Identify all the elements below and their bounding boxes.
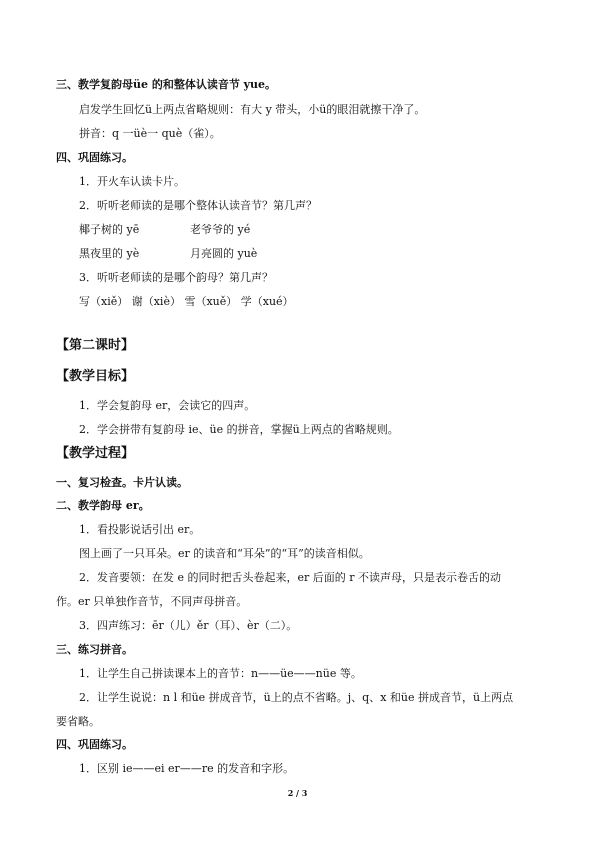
- pinyin-practice-line: 2．让学生说说：n l 和üe 拼成音节，ü上的点不省略。j、q、x 和üe 拼成音节，ü上两点: [79, 691, 514, 704]
- example-pair-right: 月亮圆的 yuè: [190, 247, 258, 260]
- section-heading-teach-ue: 三、教学复韵母üe 的和整体认读音节 yue。: [56, 78, 277, 91]
- process-heading: 【教学过程】: [56, 446, 135, 461]
- pinyin-practice-line: 要省略。: [56, 715, 100, 728]
- practice-examples: 写（xiě） 谢（xiè） 雪（xuě） 学（xué）: [79, 295, 294, 308]
- page-number: 2 / 3: [287, 788, 308, 798]
- lesson-two-heading: 【第二课时】: [56, 338, 135, 353]
- teach-er-line: 2．发音要领：在发 e 的同时把舌头卷起来，er 后面的 r 不读声母，只是表示卷舌的动: [79, 571, 502, 584]
- goal-item: 2．学会拼带有复韵母 ie、üe 的拼音，掌握ü上两点的省略规则。: [79, 423, 399, 436]
- practice-item-2: 2．听听老师读的是哪个整体认读音节？第几声？: [79, 199, 317, 212]
- pinyin-practice-line: 1．让学生自己拼读课本上的音节：n——üe——nüe 等。: [79, 667, 362, 680]
- teach-er-line: 图上画了一只耳朵。er 的读音和“耳朵”的“耳”的读音相似。: [79, 547, 370, 560]
- practice-item-3: 3．听听老师读的是哪个韵母？第几声？: [79, 271, 273, 284]
- consolidate-line: 1．区别 ie——ei er——re 的发音和字形。: [79, 762, 295, 775]
- process-section-teach-er: 二、教学韵母 er。: [56, 499, 150, 512]
- example-pair-left: 黑夜里的 yè: [79, 247, 140, 260]
- teach-er-line: 3．四声练习：ēr（儿）ěr（耳）、èr（二）。: [79, 619, 298, 632]
- process-section-consolidate: 四、巩固练习。: [56, 738, 133, 751]
- section-heading-practice: 四、巩固练习。: [56, 151, 133, 164]
- example-pair-right: 老爷爷的 yé: [190, 223, 251, 236]
- practice-item-1: 1．开火车认读卡片。: [79, 175, 185, 188]
- teach-er-line: 作。er 只单独作音节，不同声母拼音。: [56, 595, 248, 608]
- process-section-review: 一、复习检查。卡片认读。: [56, 476, 188, 489]
- paragraph-omission-rule: 启发学生回忆ü上两点省略规则：有大 y 带头，小ü的眼泪就擦干净了。: [79, 103, 426, 116]
- paragraph-pinyin-que: 拼音：q 一üè一 què（雀）。: [79, 127, 221, 140]
- teach-er-line: 1．看投影说话引出 er。: [79, 523, 201, 536]
- process-section-pinyin: 三、练习拼音。: [56, 643, 133, 656]
- goals-heading: 【教学目标】: [56, 369, 135, 384]
- example-pair-left: 椰子树的 yē: [79, 223, 140, 236]
- goal-item: 1．学会复韵母 er，会读它的四声。: [79, 399, 256, 412]
